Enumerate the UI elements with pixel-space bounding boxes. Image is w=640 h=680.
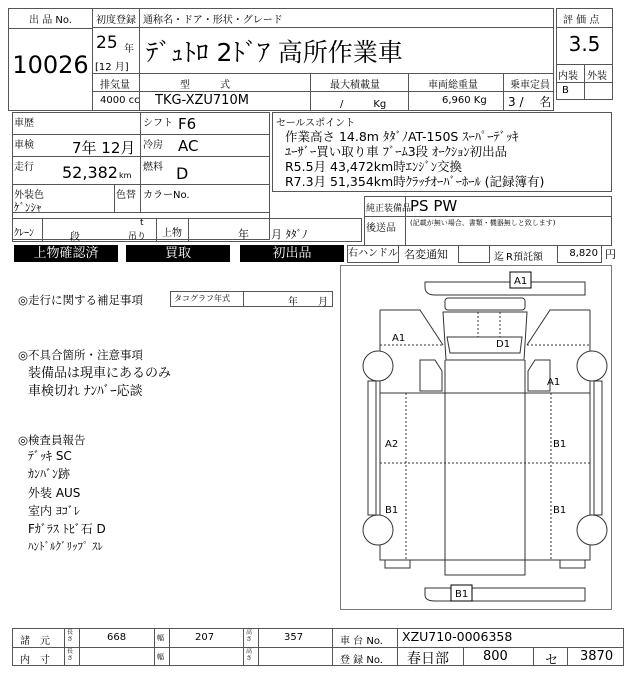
wheel-front-left: [363, 351, 393, 381]
divider: [92, 91, 554, 92]
badge-purchase: 買取: [126, 245, 230, 262]
damage-right-side: B1: [553, 439, 567, 450]
upper-label: 上物: [162, 228, 182, 239]
divider: [408, 73, 409, 111]
exterior-label: 外装: [587, 71, 607, 82]
divider: [12, 212, 270, 213]
plate-kana: セ: [545, 653, 559, 668]
sales-point-label: セールスポイント: [276, 118, 356, 129]
crane-lift: 吊り: [128, 232, 147, 242]
damage-front-bumper: A1: [514, 276, 528, 287]
divider: [397, 628, 398, 666]
chassis-number: XZU710-0006358: [402, 629, 513, 644]
mileage-notes-title: ◎走行に関する補足事項: [18, 293, 144, 307]
displacement: 4000 cc: [100, 95, 140, 106]
divider: [156, 218, 157, 242]
max-load: / Kg: [340, 99, 387, 110]
bed: [380, 393, 590, 560]
plate-class: 800: [483, 649, 508, 664]
capacity: 3 / 名: [508, 95, 552, 109]
later-label: 後送品: [366, 223, 396, 234]
divider: [42, 218, 43, 242]
later-note: (記載が無い場合、書類・機器無しと致します): [410, 219, 556, 227]
defects-title: ◎不具合箇所・注意事項: [18, 348, 144, 362]
width-label: 幅: [157, 653, 164, 661]
divider: [556, 27, 613, 28]
damage-windshield: D1: [496, 339, 511, 350]
divider: [79, 628, 80, 666]
sales-point-line: R5.5月 43,472km時ｴﾝｼﾞﾝ交換: [285, 159, 462, 174]
rear-bumper: [425, 588, 585, 601]
lot-section: [8, 8, 93, 111]
interior-grade: B: [562, 85, 569, 96]
color-value: ｹﾞﾝｼｬ: [14, 201, 42, 214]
max-load-label: 最大積載量: [330, 80, 380, 91]
divider: [92, 27, 554, 28]
reg-year: 25: [96, 33, 118, 53]
lot-label: 出 品 No.: [9, 11, 92, 29]
divider: [169, 628, 170, 666]
interior-label: 内装: [558, 71, 578, 82]
mileage-value: 52,382: [62, 163, 118, 182]
divider: [12, 184, 270, 185]
damage-left-front: A1: [392, 333, 406, 344]
inspector-line: Fｶﾞﾗｽ ﾄﾋﾞ石 D: [28, 522, 106, 536]
mileage-label: 走行: [14, 162, 34, 173]
tachograph-label: タコグラフ年式: [174, 294, 230, 303]
fuel-value: D: [176, 164, 189, 183]
capacity-label: 乗車定員: [510, 80, 550, 91]
divider: [567, 647, 568, 666]
badge-first-listing: 初出品: [240, 245, 344, 262]
damage-right-rear: B1: [553, 505, 567, 516]
plate-area: 春日部: [407, 651, 449, 667]
color-label: 外装色: [14, 190, 44, 201]
damage-left-side: A2: [385, 439, 399, 450]
divider: [463, 647, 464, 666]
defect-line: 車検切れ ﾅﾝﾊﾞｰ応談: [28, 384, 143, 399]
inspector-title: ◎検査員報告: [18, 433, 86, 447]
height-label: 高さ: [246, 648, 253, 662]
crane-row: [12, 218, 362, 242]
crane-t: t: [140, 218, 144, 228]
reg-label: 初度登録: [96, 15, 136, 26]
name-label: 通称名・ドア・形状・グレード: [143, 15, 283, 26]
divider: [114, 184, 115, 212]
sales-point-line: ﾕｰｻﾞｰ買い取り車 ﾌﾞｰﾑ3段 ｵｰｸｼｮﾝ初出品: [285, 144, 508, 159]
length-label: 長さ: [67, 648, 74, 662]
recycle-value: 8,820: [557, 245, 602, 263]
inspector-line: ｶﾝﾊﾞﾝ跡: [28, 467, 71, 481]
color-change-label: 色替: [116, 190, 136, 201]
tachograph-value: 年 月: [288, 297, 328, 308]
divider: [310, 73, 311, 111]
inspector-line: 外装 AUS: [28, 486, 81, 500]
until-label: 迄: [494, 252, 504, 263]
length-value: 668: [107, 632, 127, 643]
name-change-label: 名変通知: [404, 248, 448, 261]
inspector-line: ﾃﾞｯｷ SC: [28, 449, 72, 463]
width-label: 幅: [157, 634, 164, 642]
recycle-label: R預託額: [506, 252, 543, 263]
model-label: 型 式: [180, 80, 230, 91]
inspection-value: 7年 12月: [72, 139, 136, 157]
shift-label: シフト: [143, 118, 173, 129]
shift-value: F6: [178, 115, 197, 133]
gross-weight: 6,960 Kg: [442, 95, 487, 106]
divider: [12, 134, 270, 135]
damage-diagram: [340, 265, 612, 610]
sales-point-line: R7.3月 51,354km時ｸﾗｯﾁｵｰﾊﾞｰﾎｰﾙ (記録簿有): [285, 174, 545, 189]
lot-number: 10026: [12, 51, 89, 79]
sales-point-box: [272, 112, 612, 192]
mileage-unit: km: [119, 171, 132, 180]
sales-point-line: 作業高さ 14.8m ﾀﾀﾞﾉAT-150S ｽｰﾊﾟｰﾃﾞｯｷ: [285, 129, 519, 144]
year-unit: 年: [124, 44, 134, 55]
yen-label: 円: [605, 248, 616, 261]
wheel-rear-right: [577, 515, 607, 545]
defect-line: 装備品は現車にあるのみ: [28, 366, 172, 381]
damage-right-front: A1: [547, 377, 561, 388]
vehicle-name: ﾃﾞｭﾄﾛ 2ﾄﾞｱ 高所作業車: [146, 38, 403, 67]
ac-value: AC: [178, 137, 199, 155]
inner-label: 内 寸: [20, 655, 50, 666]
divider: [243, 291, 244, 307]
name-change-box: [458, 245, 490, 263]
divider: [12, 156, 270, 157]
length-label: 長さ: [67, 629, 74, 643]
fuel-label: 燃料: [143, 162, 163, 173]
equipment-value: PS PW: [410, 197, 458, 215]
ac-label: 冷房: [143, 140, 163, 151]
divider: [332, 628, 333, 666]
gross-weight-label: 車両総重量: [428, 80, 478, 91]
color-no-label: カラーNo.: [143, 190, 190, 201]
inspector-line: ﾊﾝﾄﾞﾙｸﾞﾘｯﾌﾟ ｽﾚ: [28, 540, 103, 553]
model-code: TKG-XZU710M: [155, 93, 249, 108]
wheel-rear-left: [363, 515, 393, 545]
height-label: 高さ: [246, 629, 253, 643]
cab-top: [445, 298, 525, 310]
badge-upper-confirmed: 上物確認済: [14, 245, 118, 262]
height-value: 357: [284, 632, 304, 643]
divider: [584, 64, 585, 100]
divider: [503, 73, 504, 111]
divider: [258, 628, 259, 666]
upper-value: 年 月 ﾀﾀﾞﾉ: [238, 228, 308, 241]
divider: [533, 647, 534, 666]
divider: [243, 628, 244, 666]
reg-month: [12 月]: [95, 62, 129, 73]
displacement-label: 排気量: [100, 80, 130, 91]
divider: [364, 216, 612, 217]
plate-number: 3870: [580, 649, 614, 664]
score-label: 評 価 点: [563, 15, 600, 26]
inspector-line: 室内 ﾖｺﾞﾚ: [28, 504, 80, 518]
damage-rear-bumper: B1: [455, 589, 469, 600]
rhd-badge: 右ハンドル: [347, 245, 399, 263]
damage-left-rear: B1: [385, 505, 399, 516]
front-bumper: [425, 282, 585, 295]
chassis-label: 車 台 No.: [340, 636, 383, 647]
width-value: 207: [195, 632, 215, 643]
divider: [188, 218, 189, 242]
history-label: 車歴: [14, 118, 34, 129]
crane-label: ｸﾚｰﾝ: [14, 228, 34, 239]
equipment-label: 純正装備品: [366, 204, 412, 214]
crane-stage: 段: [70, 232, 80, 243]
inspection-label: 車検: [14, 140, 34, 151]
wheel-front-right: [577, 351, 607, 381]
divider: [140, 112, 141, 212]
score-value: 3.5: [568, 32, 601, 56]
divider: [64, 628, 65, 666]
dims-label: 諸 元: [20, 636, 50, 647]
registration-label: 登 録 No.: [340, 655, 383, 666]
divider: [154, 628, 155, 666]
